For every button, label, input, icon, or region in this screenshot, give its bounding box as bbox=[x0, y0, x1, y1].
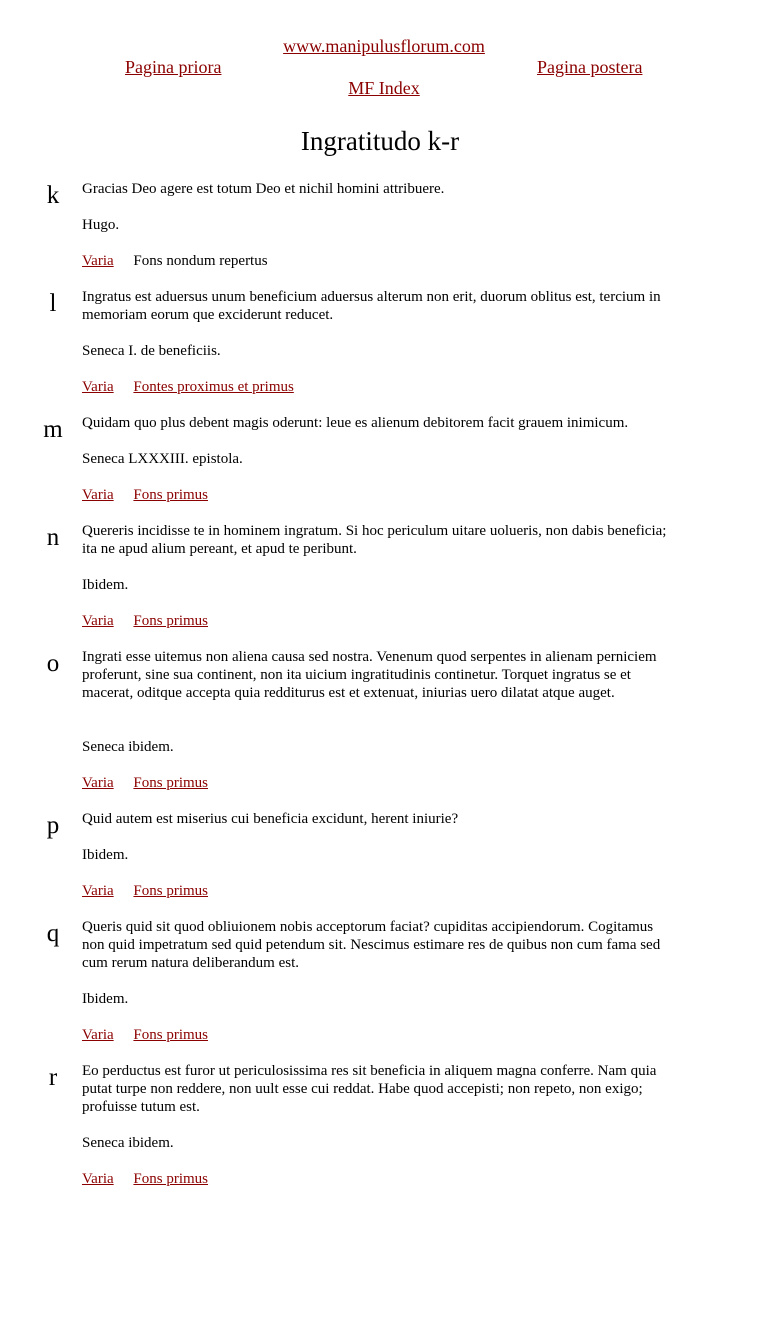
entry-source: Seneca ibidem. bbox=[82, 1135, 174, 1151]
entry-text: Quereris incidisse te in hominem ingratum. Si hoc periculum uitare uolueris, non dabis beneficia; ita ne apud alium pereant, et apud te peribunt. bbox=[82, 523, 667, 557]
entry-links bbox=[82, 774, 208, 792]
entry-source: Seneca ibidem. bbox=[82, 739, 174, 755]
fons-link[interactable]: Fontes proximus et primus bbox=[133, 379, 294, 395]
site-link[interactable]: www.manipulusflorum.com bbox=[283, 36, 485, 56]
entry-source: Seneca LXXXIII. epistola. bbox=[82, 451, 243, 467]
fons-link[interactable]: Fons primus bbox=[133, 613, 209, 629]
entry-text: Queris quid sit quod obliuionem nobis acceptorum faciat? cupiditas accipiendorum. Cogitamus non quid impetratum sed quid petendum sit. Nescimus estimare res de quibus non cum fama sed cum rerum natura deliberandum est. bbox=[82, 919, 661, 971]
entry-letter: n bbox=[46, 524, 60, 551]
varia-link[interactable]: Varia bbox=[82, 1027, 114, 1043]
page-title: Ingratitudo k-r bbox=[300, 126, 460, 156]
entry-source: Seneca I. de beneficiis. bbox=[82, 343, 221, 359]
fons-link[interactable]: Fons primus bbox=[133, 883, 209, 899]
entry-text: Quidam quo plus debent magis oderunt: leue es alienum debitorem facit grauem inimicum. bbox=[82, 415, 629, 431]
entry-source: Hugo. bbox=[82, 217, 120, 233]
previous-page-link[interactable]: Pagina priora bbox=[125, 57, 222, 77]
entry-text: Ingratus est aduersus unum beneficium aduersus alterum non erit, duorum oblitus est, tercium in memoriam eorum que exciderunt reducet. bbox=[82, 289, 661, 323]
entry-links bbox=[82, 1026, 208, 1044]
entry-links bbox=[82, 252, 268, 270]
varia-link[interactable]: Varia bbox=[82, 487, 114, 503]
next-page-link[interactable]: Pagina postera bbox=[537, 57, 643, 77]
fons-text: Fons nondum repertus bbox=[133, 253, 268, 269]
entry-text: Quid autem est miserius cui beneficia excidunt, herent iniurie? bbox=[82, 811, 459, 827]
entry-text: Eo perductus est furor ut periculosissima res sit beneficia in aliquem magna conferre. Nam quia putat turpe non reddere, non uult esse cui reddat. Habe quod accepisti; non repeto, non exigo; profuisse tutum est. bbox=[82, 1063, 657, 1115]
entry-source: Ibidem. bbox=[82, 847, 129, 863]
entry-letter: o bbox=[46, 650, 60, 677]
varia-link[interactable]: Varia bbox=[82, 1171, 114, 1187]
entry-links bbox=[82, 1170, 208, 1188]
entry-letter: r bbox=[48, 1064, 58, 1091]
entry-links bbox=[82, 378, 294, 396]
entry-letter: m bbox=[43, 416, 63, 443]
varia-link[interactable]: Varia bbox=[82, 613, 114, 629]
entry-links bbox=[82, 882, 208, 900]
entry-links bbox=[82, 612, 208, 630]
entry-links bbox=[82, 486, 208, 504]
varia-link[interactable]: Varia bbox=[82, 883, 114, 899]
varia-link[interactable]: Varia bbox=[82, 253, 114, 269]
entry-text: Gracias Deo agere est totum Deo et nichil homini attribuere. bbox=[82, 181, 445, 197]
entry-source: Ibidem. bbox=[82, 991, 129, 1007]
entry-text: Ingrati esse uitemus non aliena causa sed nostra. Venenum quod serpentes in alienam perniciem proferunt, sine sua continent, non ita uicium ingratitudinis continetur. Torquet ingratus se et macerat, oditque accepta quia redditurus est et extenuat, iniurias uero dilatat atque auget. bbox=[82, 649, 657, 701]
varia-link[interactable]: Varia bbox=[82, 379, 114, 395]
entry-letter: l bbox=[49, 290, 57, 317]
fons-link[interactable]: Fons primus bbox=[133, 1171, 209, 1187]
fons-link[interactable]: Fons primus bbox=[133, 775, 209, 791]
varia-link[interactable]: Varia bbox=[82, 775, 114, 791]
mf-index-link[interactable]: MF Index bbox=[348, 78, 420, 98]
entry-letter: k bbox=[46, 182, 60, 209]
entry-letter: q bbox=[46, 920, 60, 947]
entry-source: Ibidem. bbox=[82, 577, 129, 593]
entry-letter: p bbox=[46, 812, 60, 839]
fons-link[interactable]: Fons primus bbox=[133, 487, 209, 503]
fons-link[interactable]: Fons primus bbox=[133, 1027, 209, 1043]
